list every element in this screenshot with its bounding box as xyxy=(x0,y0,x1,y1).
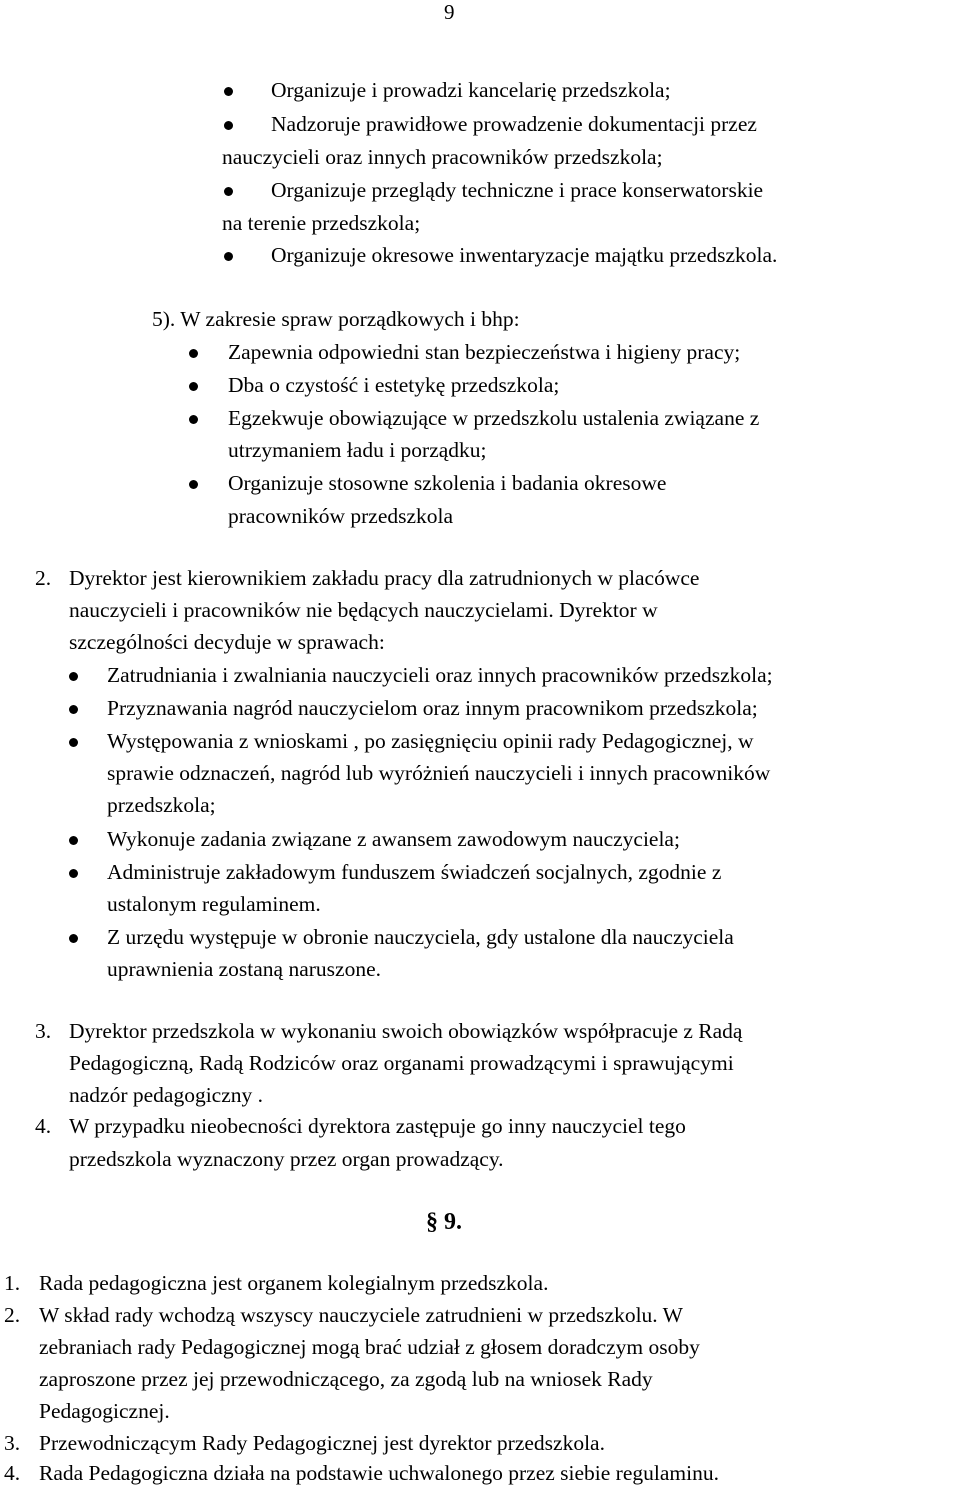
list-item-continuation: zebraniach rady Pedagogicznej mogą brać udział z głosem doradczym osoby xyxy=(39,1335,700,1359)
bullet-icon xyxy=(189,480,198,489)
list-item-continuation: na terenie przedszkola; xyxy=(222,211,421,235)
list-item: Wykonuje zadania związane z awansem zawodowym nauczyciela; xyxy=(107,827,680,851)
list-item-continuation: utrzymaniem ładu i porządku; xyxy=(228,438,487,462)
list-item-continuation: pracowników przedszkola xyxy=(228,504,454,528)
bullet-icon xyxy=(69,672,78,681)
list-item: Rada Pedagogiczna działa na podstawie uchwalonego przez siebie regulaminu. xyxy=(39,1461,719,1485)
list-item: Rada pedagogiczna jest organem kolegialnym przedszkola. xyxy=(39,1271,549,1295)
list-item: Nadzoruje prawidłowe prowadzenie dokumentacji przez xyxy=(271,112,757,136)
paragraph-line: przedszkola wyznaczony przez organ prowadzący. xyxy=(69,1147,504,1171)
list-item-continuation: uprawnienia zostaną naruszone. xyxy=(107,957,382,981)
bullet-icon xyxy=(224,121,233,130)
paragraph-line: W przypadku nieobecności dyrektora zastępuje go inny nauczyciel tego xyxy=(69,1114,686,1138)
list-item-continuation: Pedagogicznej. xyxy=(39,1399,170,1423)
point-number: 4. xyxy=(35,1114,52,1138)
paragraph-line: nadzór pedagogiczny . xyxy=(69,1083,264,1107)
paragraph-line: Dyrektor przedszkola w wykonaniu swoich obowiązków współpracuje z Radą xyxy=(69,1019,743,1043)
list-item-continuation: zaproszone przez jej przewodniczącego, za zgodą lub na wniosek Rady xyxy=(39,1367,653,1391)
bullet-icon xyxy=(69,934,78,943)
bullet-icon xyxy=(224,187,233,196)
bullet-icon xyxy=(189,415,198,424)
list-item: Przyznawania nagród nauczycielom oraz innym pracownikom przedszkola; xyxy=(107,696,758,720)
list-number: 2. xyxy=(4,1303,21,1327)
list-item: Przewodniczącym Rady Pedagogicznej jest dyrektor przedszkola. xyxy=(39,1431,605,1455)
list-item: Zatrudniania i zwalniania nauczycieli oraz innych pracowników przedszkola; xyxy=(107,663,773,687)
paragraph-line: nauczycieli i pracowników nie będących nauczycielami. Dyrektor w xyxy=(69,598,658,622)
bullet-icon xyxy=(224,87,233,96)
bullet-icon xyxy=(69,705,78,714)
paragraph-line: Pedagogiczną, Radą Rodziców oraz organami prowadzącymi i sprawującymi xyxy=(69,1051,734,1075)
list-item: Organizuje i prowadzi kancelarię przedszkola; xyxy=(271,78,671,102)
list-number: 1. xyxy=(4,1271,21,1295)
list-number: 3. xyxy=(4,1431,21,1455)
list-item: W skład rady wchodzą wszyscy nauczyciele zatrudnieni w przedszkolu. W xyxy=(39,1303,683,1327)
list-item-continuation: sprawie odznaczeń, nagród lub wyróżnień nauczycieli i innych pracowników xyxy=(107,761,771,785)
bullet-icon xyxy=(69,738,78,747)
list-item: Egzekwuje obowiązujące w przedszkolu ustalenia związane z xyxy=(228,406,760,430)
list-item: Z urzędu występuje w obronie nauczyciela, gdy ustalone dla nauczyciela xyxy=(107,925,734,949)
list-item: Występowania z wnioskami , po zasięgnięciu opinii rady Pedagogicznej, w xyxy=(107,729,754,753)
list-number: 4. xyxy=(4,1461,21,1485)
page-number: 9 xyxy=(444,0,455,24)
section-5-heading: 5). W zakresie spraw porządkowych i bhp: xyxy=(152,307,520,331)
point-number: 3. xyxy=(35,1019,52,1043)
list-item: Dba o czystość i estetykę przedszkola; xyxy=(228,373,560,397)
list-item: Administruje zakładowym funduszem świadczeń socjalnych, zgodnie z xyxy=(107,860,722,884)
section-heading: § 9. xyxy=(426,1209,462,1235)
list-item: Zapewnia odpowiedni stan bezpieczeństwa i higieny pracy; xyxy=(228,340,741,364)
point-number: 2. xyxy=(35,566,52,590)
list-item-continuation: ustalonym regulaminem. xyxy=(107,892,321,916)
list-item: Organizuje stosowne szkolenia i badania okresowe xyxy=(228,471,667,495)
list-item: Organizuje przeglądy techniczne i prace konserwatorskie xyxy=(271,178,764,202)
bullet-icon xyxy=(189,382,198,391)
list-item: Organizuje okresowe inwentaryzacje majątku przedszkola. xyxy=(271,243,778,267)
bullet-icon xyxy=(224,252,233,261)
paragraph-line: szczególności decyduje w sprawach: xyxy=(69,630,385,654)
bullet-icon xyxy=(189,349,198,358)
bullet-icon xyxy=(69,869,78,878)
list-item-continuation: nauczycieli oraz innych pracowników przedszkola; xyxy=(222,145,663,169)
bullet-icon xyxy=(69,836,78,845)
list-item-continuation: przedszkola; xyxy=(107,793,216,817)
paragraph-line: Dyrektor jest kierownikiem zakładu pracy dla zatrudnionych w placówce xyxy=(69,566,700,590)
